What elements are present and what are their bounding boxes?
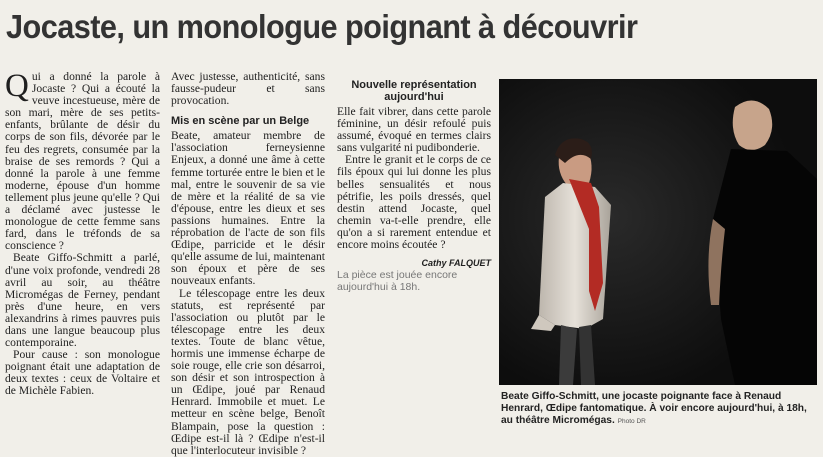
- paragraph-intro: Qui a donné la parole à Jocaste ? Qui a écouté la veuve incestueuse, mère de son mari, mère de ses petits-enfants, brûlante de désir du corps de son fils, dévorée par le feu des regrets, consumée par la braise de ses remords ? Qui a donné la parole à une femme moderne, épouse d'un homme tellement plus jeune qu'elle ? Qui a déclamé avec justesse le monologue de cette femme sans fard, dans le tréfonds de sa conscience ?: [5, 68, 161, 253]
- paragraph: Le télescopage entre les deux statuts, est représenté par l'association ou plutôt par le télescopage entre les deux textes. Toute de blanc vêtue, hormis une immense écharpe de soie rouge, elle crie son désarroi, son désir et son introspection à un Œdipe, joué par Renaud Henrard. Immobile et muet. Le metteur en scène belge, Benoît Blampain, pose la question : Œdipe est-il là ? Œdipe n'est-il que l'interlocuteur invisible ?: [171, 286, 325, 457]
- photo-credit: Photo DR: [617, 418, 646, 425]
- paragraph: Elle fait vibrer, dans cette parole féminine, un désir refoulé puis assumé, évoqué en termes clairs sans vulgarité ni pudibonderie.: [337, 105, 491, 155]
- paragraph: Pour cause : son monologue poignant était une adaptation de deux textes : ceux de Voltaire et de Michèle Fabien.: [5, 348, 160, 398]
- paragraph: Beate, amateur membre de l'association ferneysienne Enjeux, a donné une âme à cette femme torturée entre le bien et le mal, entre le souvenir de sa vie de mère et la réalité de sa vie d'épouse, entre les dieux et ses passions humaines. Entre la réprobation de l'acte de son fils Œdipe, parricide et le désir qu'elle assume de lui, maintenant son époux et père de ses nouveaux enfants.: [171, 129, 325, 288]
- headline: Jocaste, un monologue poignant à découvrir: [6, 8, 638, 45]
- stage-photo-illustration: [499, 79, 817, 385]
- stage-photo: [499, 79, 817, 385]
- byline: Cathy FALQUET: [421, 258, 491, 269]
- paragraph: Avec justesse, authenticité, sans fausse-pudeur et sans provocation.: [171, 70, 325, 108]
- subheading: Mis en scène par un Belge: [171, 115, 310, 128]
- article-column-3: [337, 71, 491, 293]
- article-column-2: [171, 71, 325, 457]
- paragraph: Entre le granit et le corps de ce fils époux qui lui donne les plus belles sensualités et nous pétrifie, les poils dressés, quel destin attend Jocaste, quel chemin va-t-elle prendre, elle qu'on a si rarement entendue et encore moins écoutée ?: [337, 153, 491, 252]
- subheading: Nouvelle représentation aujourd'hui: [351, 79, 477, 103]
- paragraph: Beate Giffo-Schmitt a parlé, d'une voix profonde, vendredi 28 avril au soir, au théâtre Micromégas de Ferney, pendant près d'une heure, en vers alexandrins à rimes pauvres puis dans une langue beaucoup plus contemporaine.: [5, 251, 160, 350]
- dropcap: Q: [5, 68, 29, 104]
- photo-caption: Beate Giffo-Schmitt, une jocaste poignante face à Renaud Henrard, Œdipe fantomatique. À voir encore aujourd'hui, à 18h, au théâtre Micromégas. Photo DR: [501, 391, 807, 426]
- performance-notice: La pièce est jouée encore aujourd'hui à 18h.: [337, 269, 458, 294]
- article-column-1: [5, 68, 161, 398]
